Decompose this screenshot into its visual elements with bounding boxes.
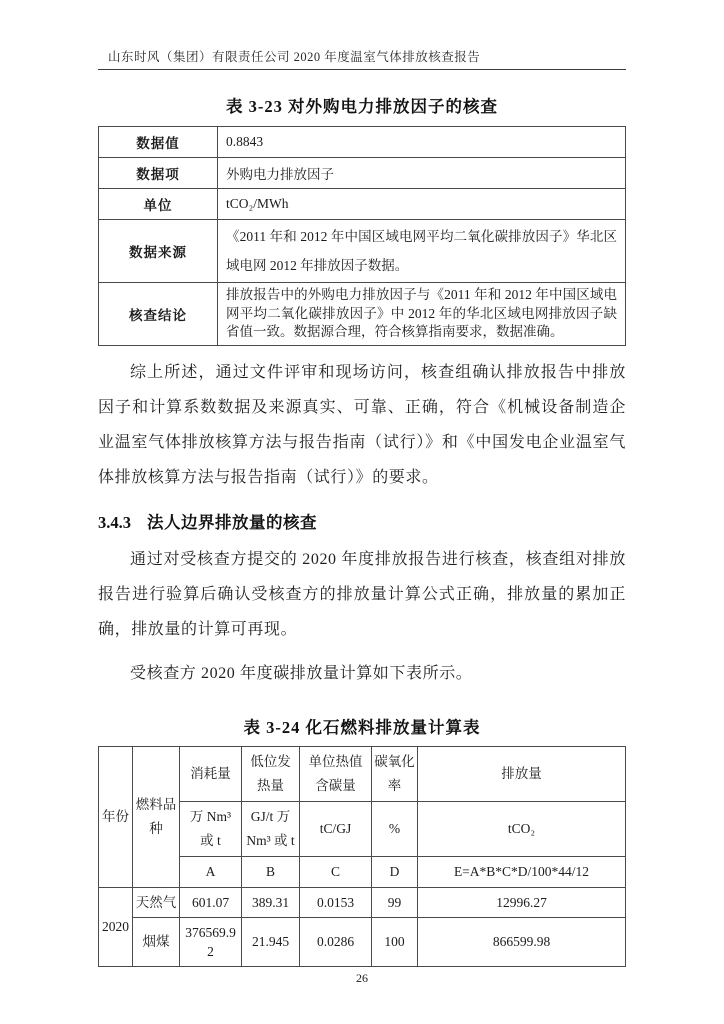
unit-ncv: GJ/t 万 Nm³ 或 t (242, 801, 300, 856)
unit-consumption: 万 Nm³ 或 t (180, 801, 242, 856)
table-3-24-title: 表 3-24 化石燃料排放量计算表 (243, 717, 481, 737)
carbon-cell: 0.0153 (300, 887, 372, 917)
running-header (98, 0, 626, 70)
table-row-data-source (99, 220, 626, 283)
fuel-cell: 烟煤 (133, 917, 180, 966)
table-row-natural-gas (99, 887, 626, 917)
col-carbon-header: 单位热值含碳量 (300, 746, 372, 801)
unit-emission: tCO₂ (418, 801, 626, 856)
page-number: 26 (356, 970, 368, 985)
section-title: 法人边界排放量的核查 (147, 512, 317, 532)
carbon-cell: 0.0286 (300, 917, 372, 966)
oxidation-cell: 99 (372, 887, 418, 917)
table-row-bituminous-coal (99, 917, 626, 966)
unit-carbon: tC/GJ (300, 801, 372, 856)
section-number: 3.4.3 (98, 512, 131, 532)
ncv-cell: 389.31 (242, 887, 300, 917)
header-row-names (99, 746, 626, 801)
running-header-text: 山东时风（集团）有限责任公司 2020 年度温室气体排放核查报告 (108, 50, 481, 64)
consumption-cell: 601.07 (180, 887, 242, 917)
col-fuel-header: 燃料品种 (133, 746, 180, 887)
row-label: 数据值 (99, 127, 218, 158)
symbol-b: B (242, 856, 300, 887)
verification-paragraph: 通过对受核查方提交的 2020 年度排放报告进行核查，核查组对排放报告进行验算后确认受核查方的排放量计算公式正确，排放量的累加正确，排放量的计算可再现。 (98, 550, 626, 638)
consumption-cell: 376569.92 (180, 917, 242, 966)
row-value: 排放报告中的外购电力排放因子与《2011 年和 2012 年中国区域电网平均二氧化碳排放因子》中 2012 年的华北区域电网排放因子缺省值一致。数据源合理，符合核算指南要求，数据准确。 (218, 283, 626, 346)
fuel-cell: 天然气 (133, 887, 180, 917)
table-row-data-value (99, 127, 626, 158)
table-3-24 (98, 746, 626, 967)
symbol-a: A (180, 856, 242, 887)
table-3-23 (98, 126, 626, 346)
col-emission-header: 排放量 (418, 746, 626, 801)
col-year-header: 年份 (99, 746, 133, 887)
row-value: tCO₂/MWh (218, 189, 626, 220)
emission-cell: 866599.98 (418, 917, 626, 966)
row-value: 0.8843 (218, 127, 626, 158)
row-label: 核查结论 (99, 283, 218, 346)
year-cell: 2020 (99, 887, 133, 966)
table-row-conclusion (99, 283, 626, 346)
table-row-data-item (99, 158, 626, 189)
table-intro-paragraph: 受核查方 2020 年度碳排放量计算如下表所示。 (130, 664, 473, 682)
summary-paragraph: 综上所述，通过文件评审和现场访问，核查组确认排放报告中排放因子和计算系数数据及来源真实、可靠、正确，符合《机械设备制造企业温室气体排放核算方法与报告指南（试行）》和《中国发电企业温室气体排放核算方法与报告指南（试行）》的要求。 (98, 363, 626, 486)
col-oxidation-header: 碳氧化率 (372, 746, 418, 801)
symbol-c: C (300, 856, 372, 887)
row-value: 《2011 年和 2012 年中国区域电网平均二氧化碳排放因子》华北区域电网 2012 年排放因子数据。 (218, 220, 626, 283)
symbol-e-formula: E=A*B*C*D/100*44/12 (418, 856, 626, 887)
table-3-23-title: 表 3-23 对外购电力排放因子的核查 (226, 97, 498, 116)
unit-oxidation: % (372, 801, 418, 856)
row-label: 数据来源 (99, 220, 218, 283)
symbol-d: D (372, 856, 418, 887)
col-ncv-header: 低位发热量 (242, 746, 300, 801)
oxidation-cell: 100 (372, 917, 418, 966)
table-row-unit (99, 189, 626, 220)
row-label: 数据项 (99, 158, 218, 189)
emission-cell: 12996.27 (418, 887, 626, 917)
section-heading (98, 509, 626, 533)
col-consumption-header: 消耗量 (180, 746, 242, 801)
ncv-cell: 21.945 (242, 917, 300, 966)
row-value: 外购电力排放因子 (218, 158, 626, 189)
page-content (98, 0, 626, 986)
row-label: 单位 (99, 189, 218, 220)
